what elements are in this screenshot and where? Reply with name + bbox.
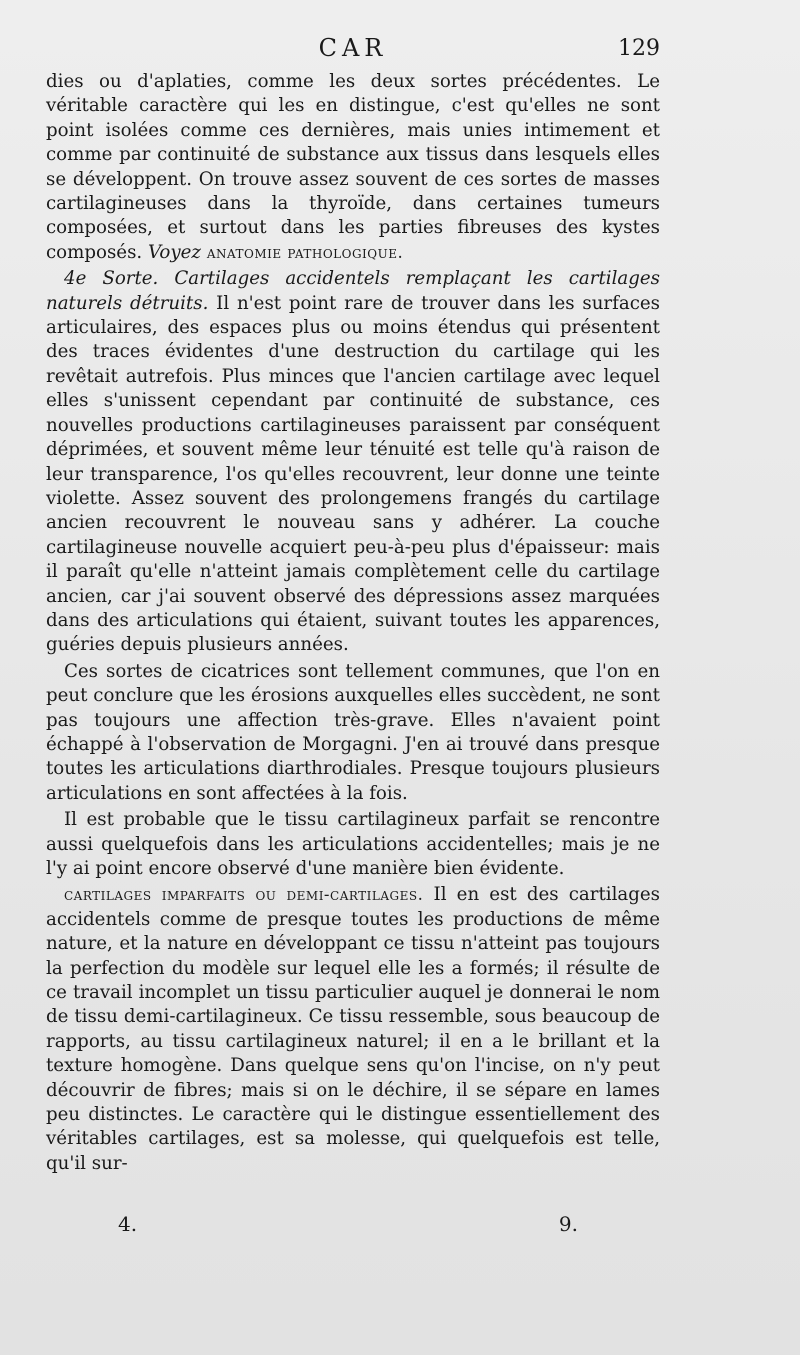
section-heading: 4e Sorte. Cartilages accidentels remplaçant les cartilages naturels détruits. (46, 268, 660, 314)
cross-reference-target: anatomie pathologique. (206, 242, 404, 262)
paragraph-text: Il n'est point rare de trouver dans les surfaces articulaires, des espaces plus ou moins étendus qui présentent des traces évidentes d'une destruction du cartilage qui les revêtait autrefois. Plus minces que l'ancien cartilage avec lequel elles s'unissent cependant par continuité de substance, ces nouvelles productions cartilagineuses paraissent par conséquent déprimées, et souvent même leur ténuité est telle qu'à raison de leur transparence, l'os qu'elles recouvrent, leur donne une teinte violette. Assez souvent des prolongemens frangés du cartilage ancien recouvrent le nouveau sans y adhérer. La couche cartilagineuse nouvelle acquiert peu-à-peu plus d'épaisseur: mais il paraît qu'elle n'atteint jamais complètement celle du cartilage ancien, car j'ai souvent observé des dépressions assez marquées dans des articulations qui étaient, suivant toutes les apparences, guéries depuis plusieurs années. (46, 292, 660, 656)
paragraph-fourth-sort (46, 267, 660, 658)
cross-reference-lead: Voyez (147, 241, 202, 263)
paragraph-demi-cartilages (46, 883, 660, 1176)
section-heading: cartilages imparfaits ou demi-cartilages. (64, 885, 424, 905)
paragraph-text: Ces sortes de cicatrices sont tellement communes, que l'on en peut conclure que les érosions auxquelles elles succèdent, ne sont pas toujours une affection très-grave. Elles n'avaient point échappé à l'observation de Morgagni. J'en ai trouvé dans presque toutes les articulations diarthrodiales. Presque toujours plusieurs articulations en sont affectées à la fois. (46, 660, 660, 804)
paragraph-text: Il est probable que le tissu cartilagineux parfait se rencontre aussi quelquefois dans les articulations accidentelles; mais je ne l'y ai point encore observé d'une manière bien évidente. (46, 809, 660, 879)
signature-marks (118, 1212, 578, 1236)
volume-signature: 4. (118, 1212, 138, 1236)
paragraph-probable (46, 808, 660, 881)
paragraph-cicatrices (46, 660, 660, 806)
page-number: 129 (618, 36, 660, 61)
body-text (46, 70, 660, 1176)
paragraph-continuation (46, 70, 660, 265)
running-title: CAR (318, 34, 388, 62)
paragraph-text: Il en est des cartilages accidentels comme de presque toutes les productions de même nature, et la nature en développant ce tissu n'atteint pas toujours la perfection du modèle sur lequel elle les a formés; il résulte de ce travail incomplet un tissu particulier auquel je donnerai le nom de tissu demi-cartilagineux. Ce tissu ressemble, sous beaucoup de rapports, au tissu cartilagineux naturel; il en a le brillant et la texture homogène. Dans quelque sens qu'on l'incise, on n'y peut découvrir de fibres; mais si on le déchire, il se sépare en lames peu distinctes. Le caractère qui le distingue essentiellement des véritables cartilages, est sa molesse, qui quelquefois est telle, qu'il sur- (46, 884, 660, 1174)
paragraph-text: dies ou d'aplaties, comme les deux sortes précédentes. Le véritable caractère qui les en distingue, c'est qu'elles ne sont point isolées comme ces dernières, mais unies intimement et comme par continuité de substance aux tissus dans lesquels elles se développent. On trouve assez souvent de ces sortes de masses cartilagineuses dans la thyroïde, dans certaines tumeurs composées, et surtout dans les parties fibreuses des kystes composés. (46, 71, 660, 263)
running-head (46, 34, 660, 68)
sheet-signature: 9. (558, 1212, 578, 1236)
